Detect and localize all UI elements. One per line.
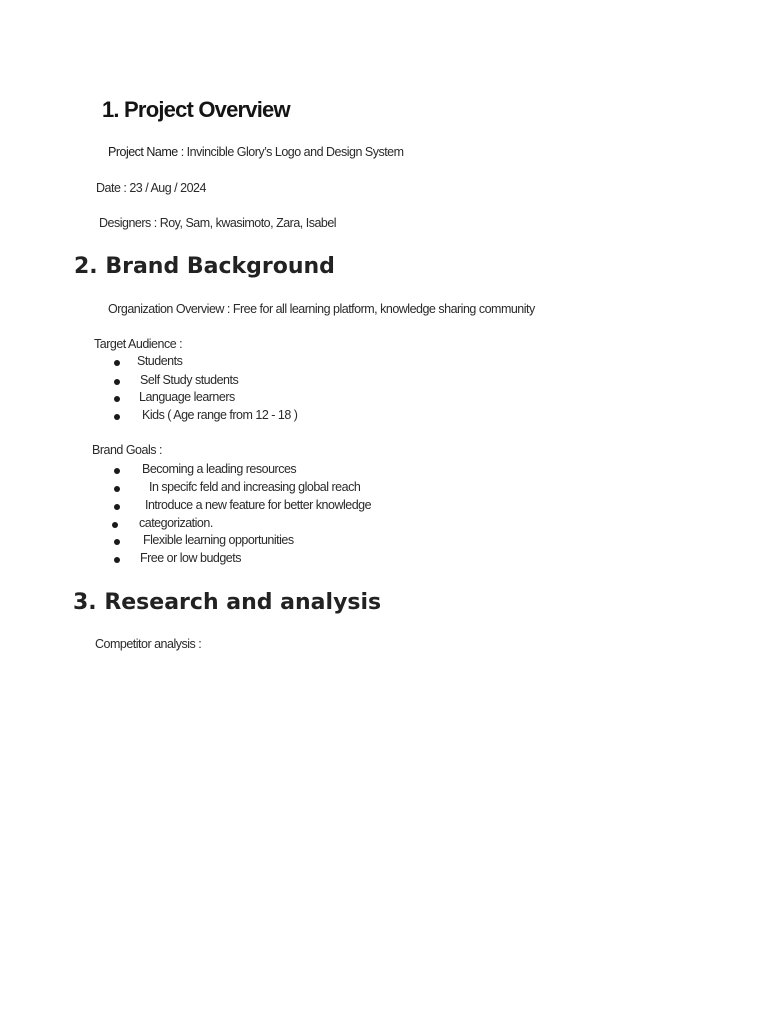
list-item-text: Free or low budgets — [140, 551, 241, 565]
bullet-icon — [114, 360, 120, 366]
bullet-icon — [114, 486, 120, 492]
bullet-icon — [114, 557, 120, 563]
brand-goals-label: Brand Goals : — [92, 443, 162, 457]
project-name-label: Project Name — [108, 145, 178, 159]
list-item-text: Becoming a leading resources — [142, 462, 297, 476]
list-item-text: Language learners — [139, 390, 235, 404]
target-audience-label: Target Audience : — [94, 337, 183, 351]
list-item-text: Self Study students — [140, 373, 239, 387]
list-item-text: categorization. — [139, 516, 213, 530]
bullet-icon — [114, 414, 120, 420]
bullet-icon — [114, 504, 120, 510]
heading-brand-background: 2. Brand Background — [74, 254, 335, 279]
bullet-icon — [114, 468, 120, 474]
bullet-icon — [112, 522, 118, 528]
project-name-value: Invincible Glory’s Logo and Design System — [186, 145, 404, 159]
bullet-icon — [114, 379, 120, 385]
list-item-text: Students — [137, 354, 183, 368]
organization-overview-line: Organization Overview : Free for all learning platform, knowledge sharing community — [108, 302, 535, 316]
list-item-text: Introduce a new feature for better knowledge — [145, 498, 372, 512]
bullet-icon — [114, 539, 120, 545]
list-item-text: In specifc feld and increasing global reach — [149, 480, 361, 494]
heading-research-analysis: 3. Research and analysis — [73, 590, 382, 615]
designers-line: Designers : Roy, Sam, kwasimoto, Zara, Isabel — [99, 216, 337, 230]
list-item-text: Kids ( Age range from 12 - 18 ) — [142, 408, 298, 422]
competitor-analysis-label: Competitor analysis : — [95, 637, 202, 651]
project-name-line — [108, 145, 404, 159]
heading-project-overview: 1. Project Overview — [102, 97, 290, 122]
bullet-icon — [114, 396, 120, 402]
list-item-text: Flexible learning opportunities — [143, 533, 294, 547]
project-name-separator: : — [177, 145, 187, 159]
date-line: Date : 23 / Aug / 2024 — [96, 181, 206, 195]
